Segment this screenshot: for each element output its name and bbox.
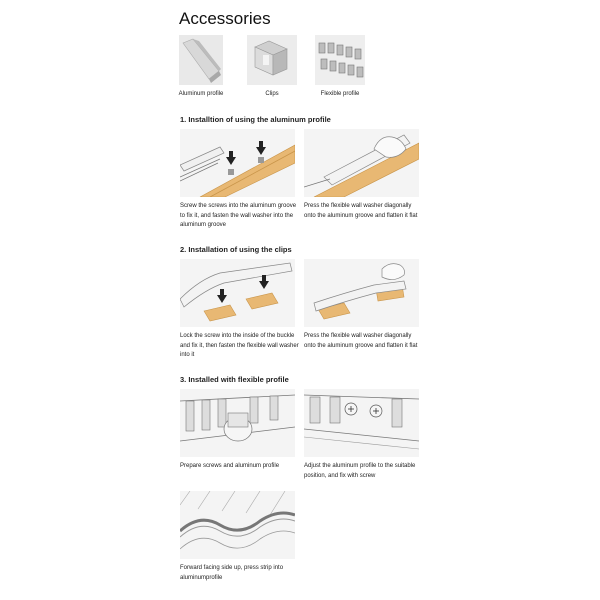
aluminum-profile-label: Aluminum profile <box>178 91 224 97</box>
section-3-step-2-illustration <box>304 389 419 457</box>
section-2-step-2-illustration <box>304 259 419 327</box>
section-3-step-3-caption: Forward facing side up, press strip into aluminumprofile <box>180 565 284 581</box>
aluminum-profile-image <box>179 35 223 85</box>
section-2-heading: 2. Installation of using the clips <box>180 245 292 254</box>
section-3-step-3-illustration <box>180 491 295 559</box>
section-1-step-2-caption: Press the flexible wall washer diagonally onto the aluminum groove and flatten it flat <box>304 203 418 219</box>
section-2-step-1-caption: Lock the screw into the inside of the buckle and fix it, then fasten the flexible wall washer into it <box>180 333 299 358</box>
section-1-step-2-illustration <box>304 129 419 197</box>
section-3-step-2-caption: Adjust the aluminum profile to the suitable position, and fix with screw <box>304 463 416 479</box>
section-3-heading: 3. Installed with flexible profile <box>180 375 289 384</box>
section-1-heading: 1. Installtion of using the aluminum profile <box>180 115 331 124</box>
section-1-step-1-illustration <box>180 129 295 197</box>
section-2-step-2-caption: Press the flexible wall washer diagonally onto the aluminum groove and flatten it flat <box>304 333 418 349</box>
section-1-step-1-caption: Screw the screws into the aluminum groove to fix it, and fasten the wall washer into the aluminum groove <box>180 203 297 228</box>
flexible-profile-image <box>315 35 365 85</box>
section-3-step-1-caption: Prepare screws and aluminum profile <box>180 463 280 469</box>
clip-image <box>247 35 291 85</box>
clips-label: Clips <box>265 91 279 97</box>
page-title: Accessories <box>179 9 271 28</box>
section-3-step-1-illustration <box>180 389 295 457</box>
flexible-profile-label: Flexible profile <box>320 91 360 97</box>
section-2-step-1-illustration <box>180 259 295 327</box>
